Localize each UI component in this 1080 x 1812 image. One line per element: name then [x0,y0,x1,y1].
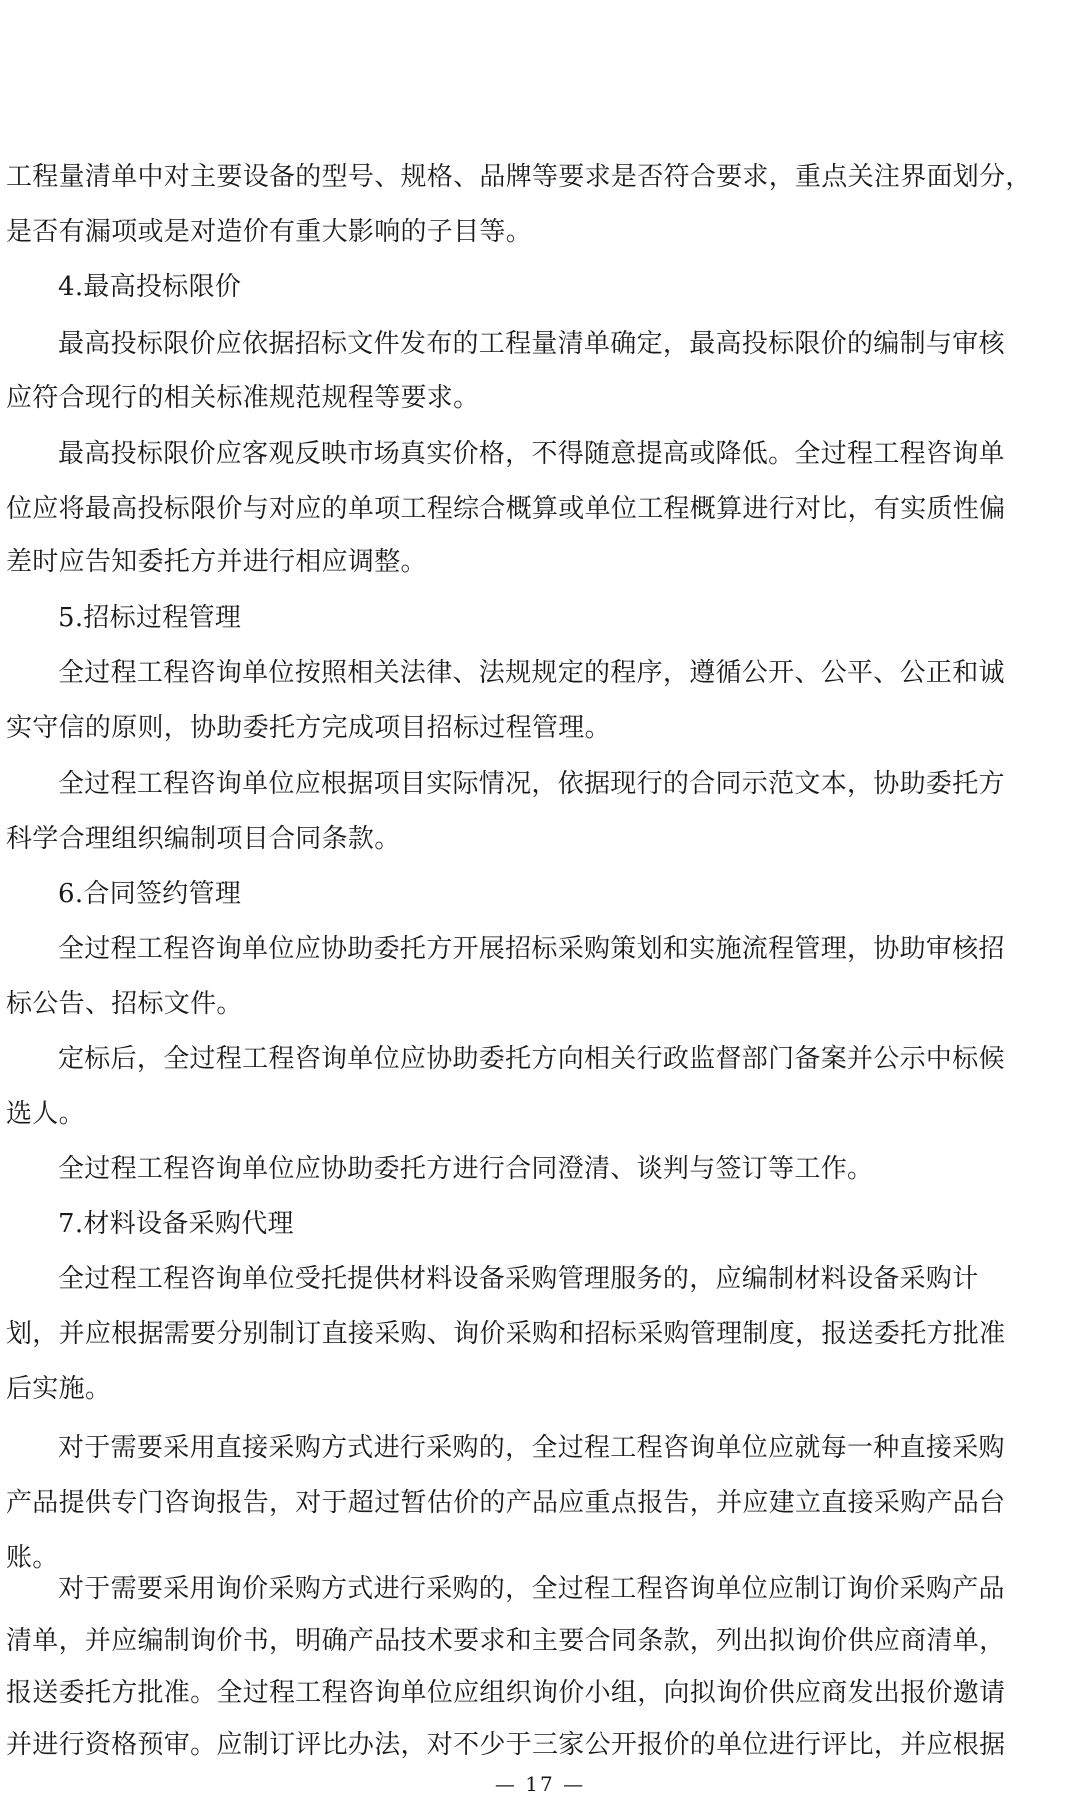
section-heading: 6.合同签约管理 [58,879,242,909]
text-line: 全过程工程咨询单位按照相关法律、法规规定的程序，遵循公开、公平、公正和诚 [58,658,1005,688]
text-line: 选人。 [6,1099,85,1129]
text-line: 全过程工程咨询单位应根据项目实际情况，依据现行的合同示范文本，协助委托方 [58,769,1005,799]
section-heading: 4.最高投标限价 [58,272,242,302]
text-line: 差时应告知委托方并进行相应调整。 [6,547,427,577]
section-heading: 7.材料设备采购代理 [58,1209,294,1239]
text-line: 全过程工程咨询单位受托提供材料设备采购管理服务的，应编制材料设备采购计 [58,1264,979,1294]
text-line: 全过程工程咨询单位应协助委托方开展招标采购策划和实施流程管理，协助审核招 [58,934,1005,964]
text-line: 最高投标限价应客观反映市场真实价格，不得随意提高或降低。全过程工程咨询单 [58,439,1005,469]
text-line: 工程量清单中对主要设备的型号、规格、品牌等要求是否符合要求，重点关注界面划分， [6,162,1032,192]
section-heading: 5.招标过程管理 [58,603,242,633]
text-line: 是否有漏项或是对造价有重大影响的子目等。 [6,217,533,247]
text-line: 报送委托方批准。全过程工程咨询单位应组织询价小组，向拟询价供应商发出报价邀请 [6,1678,1006,1708]
text-line: 最高投标限价应依据招标文件发布的工程量清单确定，最高投标限价的编制与审核 [58,329,1005,359]
text-line: 定标后，全过程工程咨询单位应协助委托方向相关行政监督部门备案并公示中标候 [58,1044,1005,1074]
text-line: 并进行资格预审。应制订评比办法，对不少于三家公开报价的单位进行评比，并应根据 [6,1730,1006,1760]
text-line: 应符合现行的相关标准规范规程等要求。 [6,383,480,413]
text-line: 账。 [6,1543,59,1573]
text-line: 对于需要采用直接采购方式进行采购的，全过程工程咨询单位应就每一种直接采购 [58,1433,1005,1463]
text-line: 科学合理组织编制项目合同条款。 [6,824,401,854]
text-line: 产品提供专门咨询报告，对于超过暂估价的产品应重点报告，并应建立直接采购产品台 [6,1488,1006,1518]
text-line: 位应将最高投标限价与对应的单项工程综合概算或单位工程概算进行对比，有实质性偏 [6,494,1006,524]
text-line: 实守信的原则，协助委托方完成项目招标过程管理。 [6,713,611,743]
text-line: 全过程工程咨询单位应协助委托方进行合同澄清、谈判与签订等工作。 [58,1154,874,1184]
text-line: 后实施。 [6,1374,112,1404]
text-line: 对于需要采用询价采购方式进行采购的，全过程工程咨询单位应制订询价采购产品 [58,1574,1005,1604]
text-line: 清单，并应编制询价书，明确产品技术要求和主要合同条款，列出拟询价供应商清单， [6,1626,1006,1656]
text-line: 划，并应根据需要分别制订直接采购、询价采购和招标采购管理制度，报送委托方批准 [6,1319,1006,1349]
page-number: — 17 — [494,1772,586,1796]
text-line: 标公告、招标文件。 [6,989,243,1019]
